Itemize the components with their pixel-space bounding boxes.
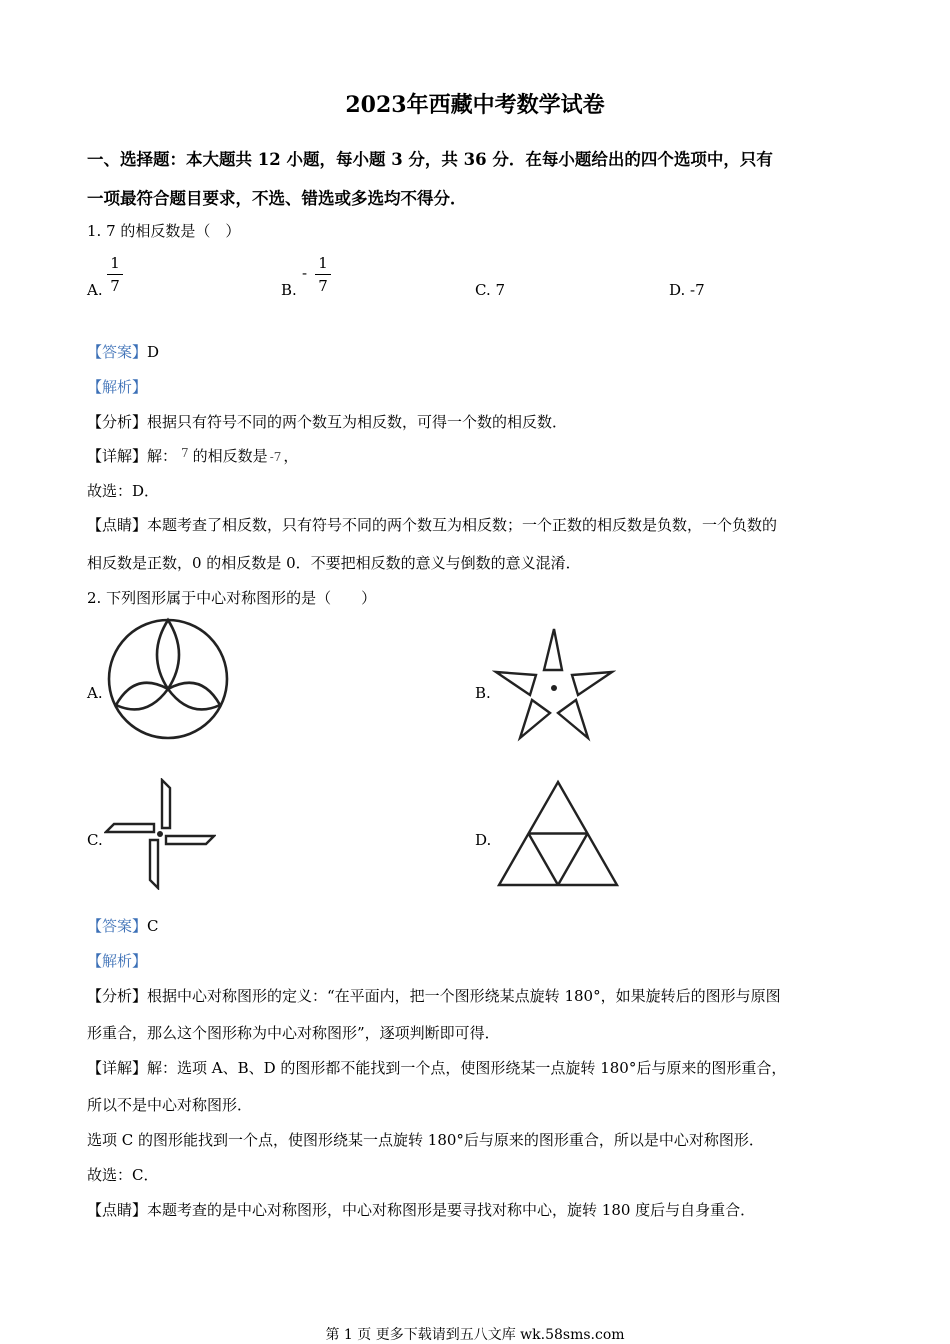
xiangjie-tag: 【详解】 <box>87 447 148 465</box>
q1-xiangjie <box>87 445 298 466</box>
dianjing-tag: 【点睛】 <box>87 1201 148 1219</box>
fenxi-tag: 【分析】 <box>87 413 148 431</box>
q2-option-d-label: D. <box>475 831 492 849</box>
q1-analysis-tag: 【解析】 <box>87 378 148 396</box>
q1-guxuan: 故选：D． <box>87 482 160 500</box>
xiangjie-tag: 【详解】 <box>87 1059 148 1077</box>
q2-xiangjie-line2: 所以不是中心对称图形． <box>87 1096 253 1114</box>
fenxi-text: 根据只有符号不同的两个数互为相反数，可得一个数的相反数． <box>147 413 568 431</box>
q1-option-b-sign: - <box>302 264 308 282</box>
section-heading-line2: 一项最符合题目要求，不选、错选或多选均不得分． <box>87 189 467 208</box>
xiangjie-text: 解：选项 A、B、D 的图形都不能找到一个点，使图形绕某一点旋转 180°后与原来的图形重合， <box>147 1059 787 1077</box>
q2-dianjing <box>87 1199 755 1220</box>
fraction-denominator: 7 <box>318 277 328 295</box>
dianjing-text: 本题考查了相反数，只有符号不同的两个数互为相反数；一个正数的相反数是负数，一个负数的 <box>147 516 778 534</box>
q2-option-a-label: A. <box>87 684 103 702</box>
dianjing-tag: 【点睛】 <box>87 516 148 534</box>
dianjing-text: 本题考查的是中心对称图形，中心对称图形是要寻找对称中心，旋转 180 度后与自身重合． <box>147 1201 756 1219</box>
q1-stem: 1. 7 的相反数是（ ） <box>87 222 241 240</box>
q2-xiangjie-line1 <box>87 1057 786 1078</box>
answer-tag: 【答案】 <box>87 343 148 361</box>
q1-option-a-label: A. <box>87 281 103 299</box>
xiangjie-negative: -7 <box>269 450 282 464</box>
xiangjie-text-b: 的相反数是 <box>192 447 268 465</box>
xiangjie-text-c: ， <box>283 447 299 465</box>
fraction-bar <box>107 274 123 275</box>
answer-value: D <box>147 343 160 361</box>
fraction-numerator: 1 <box>110 254 120 272</box>
q1-answer <box>87 341 159 362</box>
exam-title: 2023年西藏中考数学试卷 <box>345 92 605 118</box>
q2-stem: 2. 下列图形属于中心对称图形的是（ ） <box>87 589 377 607</box>
q2-fenxi-line2: 形重合，那么这个图形称为中心对称图形”，逐项判断即可得． <box>87 1024 500 1042</box>
q1-option-b-label: B. <box>281 281 297 299</box>
q2-option-b-label: B. <box>475 684 491 702</box>
fraction-denominator: 7 <box>110 277 120 295</box>
q2-option-c-label: C. <box>87 831 103 849</box>
q1-option-c: C. 7 <box>475 281 506 299</box>
page-footer: 第 1 页 更多下载请到五八文库 wk.58sms.com <box>325 1327 625 1343</box>
q1-dianjing-line1 <box>87 514 777 535</box>
q2-guxuan: 故选：C． <box>87 1166 159 1184</box>
fraction-numerator: 1 <box>318 254 328 272</box>
fenxi-tag: 【分析】 <box>87 987 148 1005</box>
q1-option-b-fraction <box>315 254 331 295</box>
star-outline-icon <box>492 625 616 743</box>
fenxi-text: 根据中心对称图形的定义：“在平面内，把一个图形绕某点旋转 180°，如果旋转后的图形与原图 <box>147 987 781 1005</box>
pinwheel-icon <box>104 778 216 890</box>
circle-trefoil-icon <box>105 617 233 741</box>
q1-dianjing-line2: 相反数是正数，0 的相反数是 0．不要把相反数的意义与倒数的意义混淆． <box>87 554 581 572</box>
section-heading-line1: 一、选择题：本大题共 12 小题，每小题 3 分，共 36 分．在每小题给出的四个选项中，只有 <box>87 150 773 169</box>
triangle-subdivided-icon <box>496 779 620 889</box>
q1-option-d: D. -7 <box>669 281 705 299</box>
q1-option-a-fraction <box>107 254 123 295</box>
q2-answer <box>87 915 159 936</box>
answer-tag: 【答案】 <box>87 917 148 935</box>
q2-xiangjie-line3: 选项 C 的图形能找到一个点，使图形绕某一点旋转 180°后与原来的图形重合，所以是中心对称图形． <box>87 1131 764 1149</box>
xiangjie-number: 7 <box>181 446 189 460</box>
fraction-bar <box>315 274 331 275</box>
xiangjie-text-a: 解： <box>147 447 178 465</box>
q2-fenxi-line1 <box>87 985 781 1006</box>
q1-fenxi <box>87 411 567 432</box>
answer-value: C <box>147 917 159 935</box>
q2-analysis-tag: 【解析】 <box>87 952 148 970</box>
